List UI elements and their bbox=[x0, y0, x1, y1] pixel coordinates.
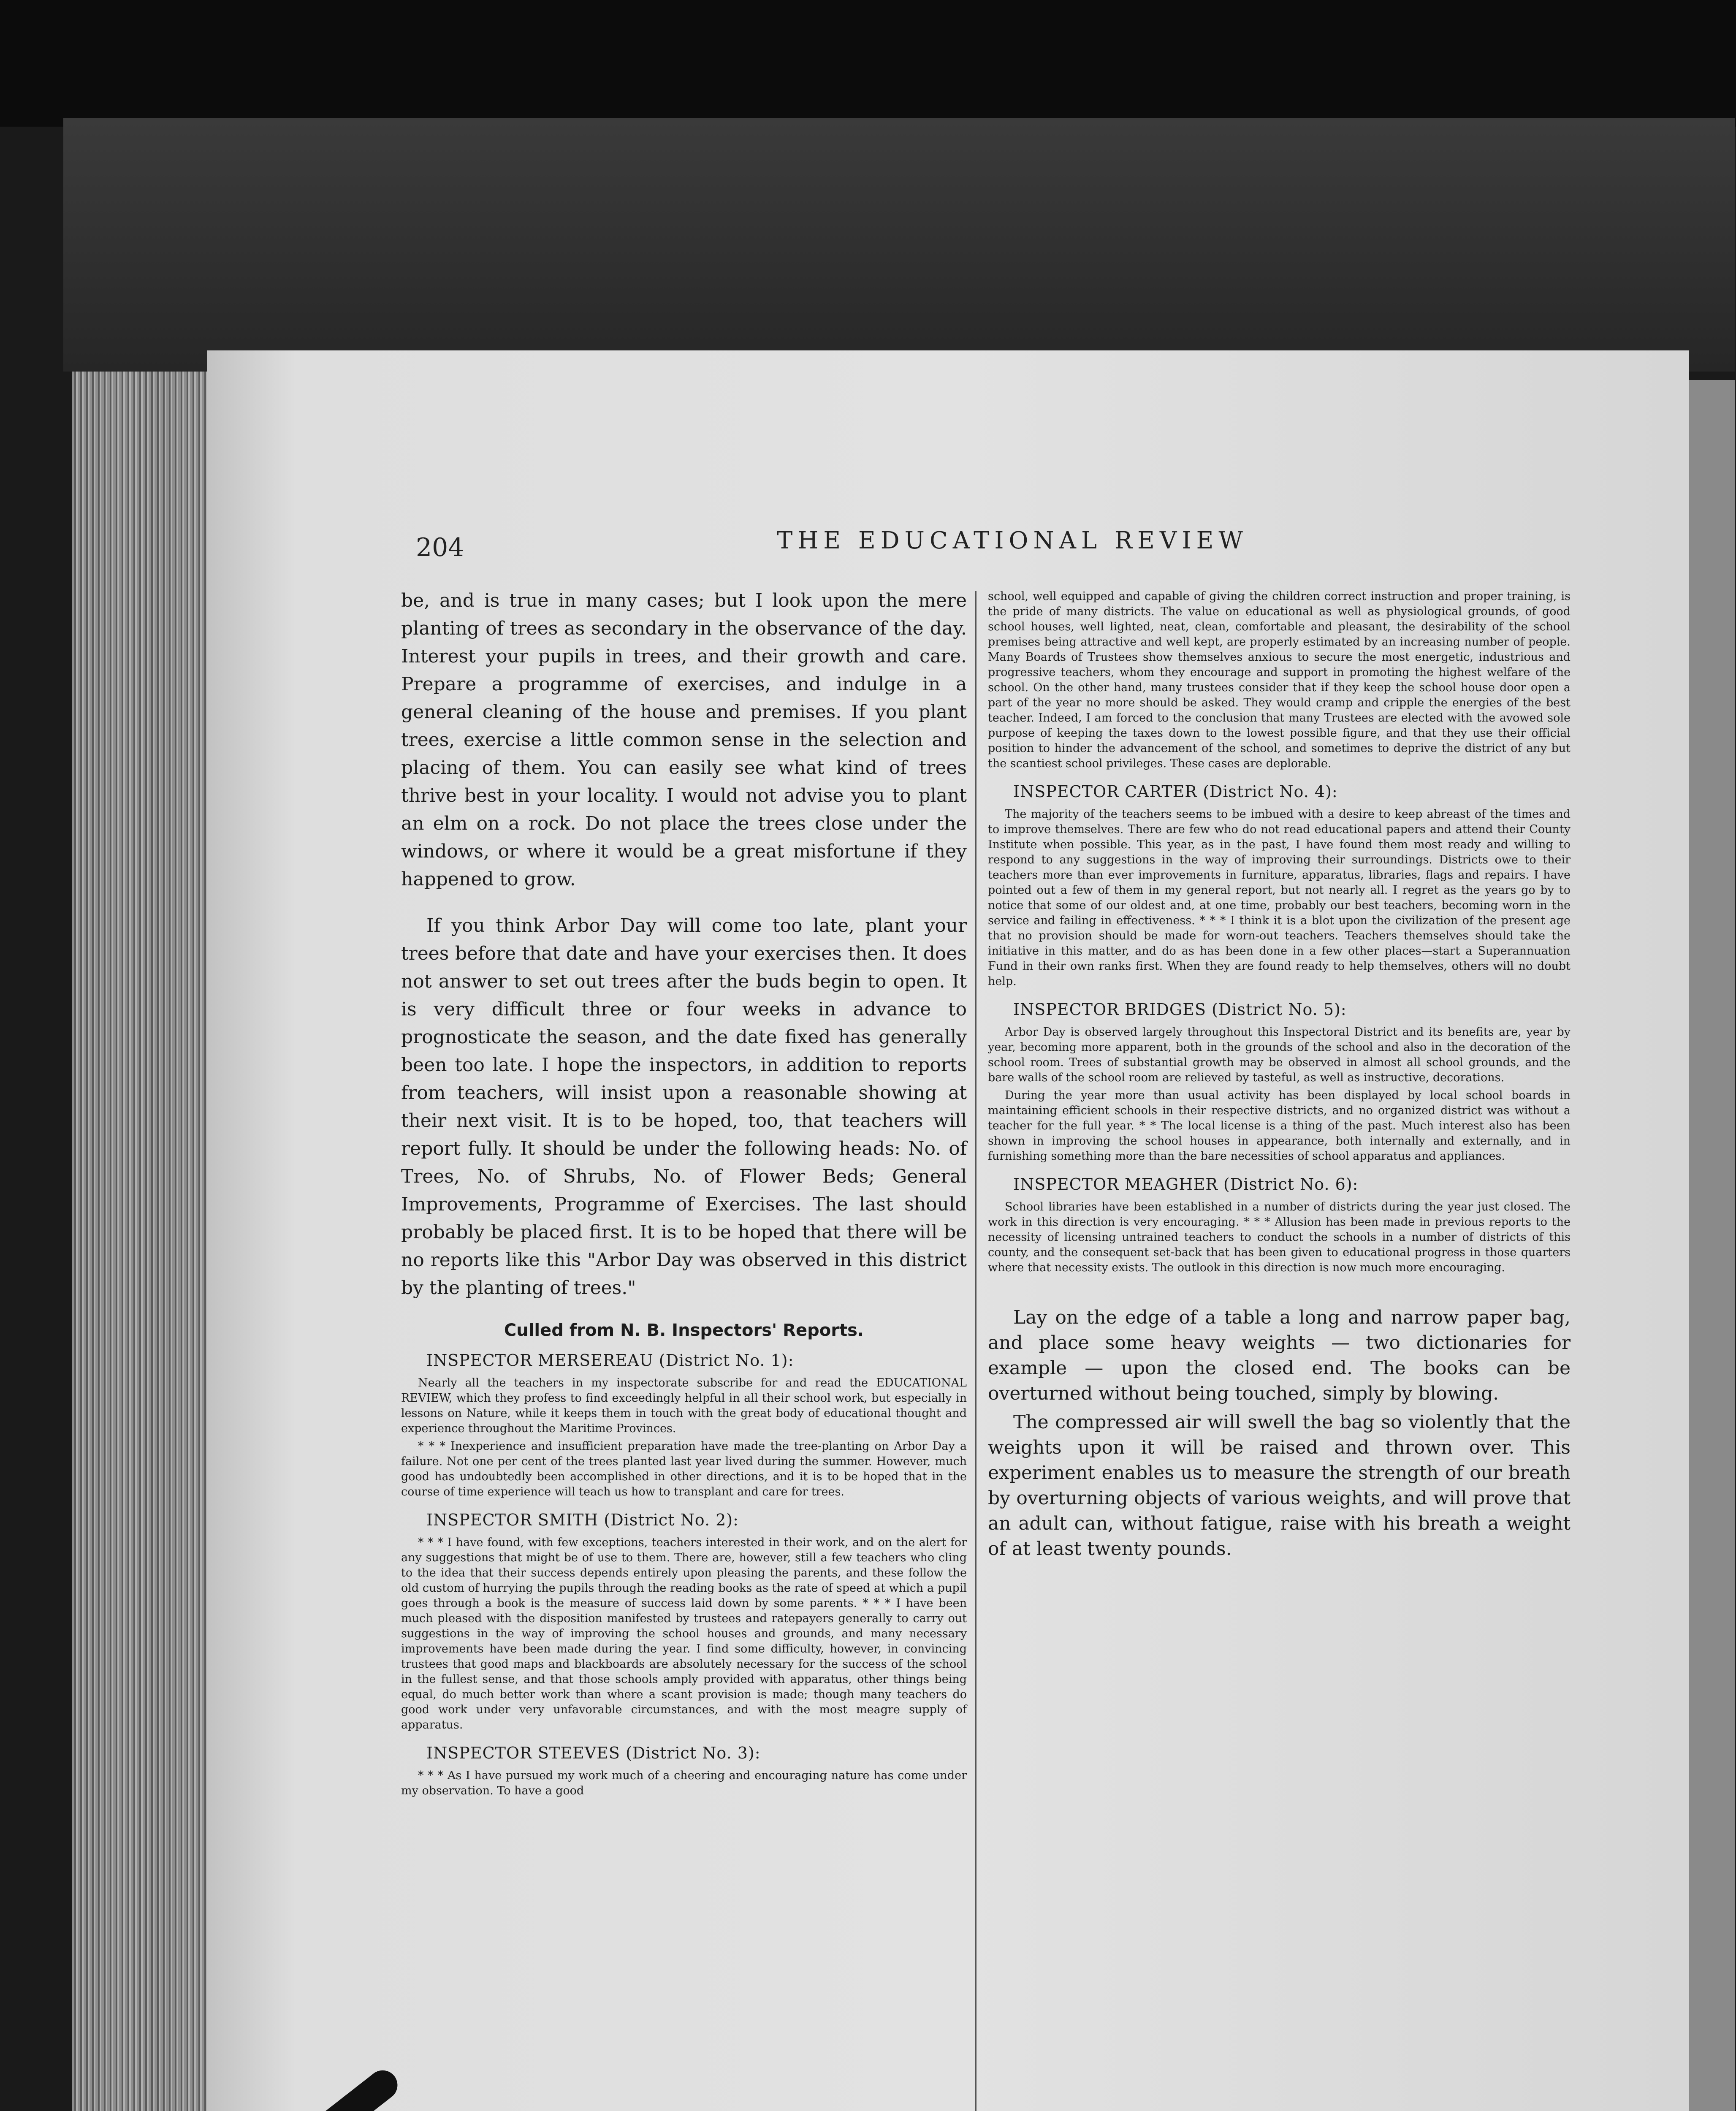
inspector-heading-smith: INSPECTOR SMITH (District No. 2): bbox=[426, 1511, 739, 1529]
carter-paragraph-1: The majority of the teachers seems to be imbued with a desire to keep abreast of the times and to improve themselves. There are few who do not read educational papers and attend their County Institute when possible. This year, as in the past, I have found them most ready and willing to respond to any suggestions in the way of improving their surroundings. Districts owe to their teachers more than ever improvements in furniture, apparatus, libraries, flags and repairs. I have pointed out a few of them in my general report, but not nearly all. I regret as the years go by to notice that some of our oldest and, at one time, probably our best teachers, becoming worn in the service and failing in effectiveness. * * * I think it is a blot upon the civilization of the present age that no provision should be made for worn-out teachers. Teachers themselves should take the initiative in this matter, and do as has been done in a few other places—start a Superannuation Fund in their own ranks first. When they are found ready to help themselves, others will no doubt help. bbox=[988, 808, 1571, 988]
bridges-paragraph-1: Arbor Day is observed largely throughout this Inspectoral District and its benefits are, year by year, becoming more apparent, both in the grounds of the school and also in the decoration of the school room. Trees of substantial growth may be observed in almost all school grounds, and the bare walls of the school room are relieved by tasteful, as well as instructive, decorations. bbox=[988, 1026, 1571, 1084]
meagher-paragraph-1: School libraries have been established in a number of districts during the year just closed. The work in this direction is very encouraging. * * * Allusion has been made in previous reports to the necessity of licensing untrained teachers to conduct the schools in a number of districts of this county, and the consequent set-back that has been given to educational progress in those quarters where that necessity exists. The outlook in this direction is now much more encouraging. bbox=[988, 1200, 1571, 1274]
page-number: 204 bbox=[416, 533, 464, 562]
page-stack-edges bbox=[72, 372, 215, 2111]
experiment-paragraph-1: Lay on the edge of a table a long and narrow paper bag, and place some heavy weights — two dictionaries for example — upon the closed end. The books can be overturned without being touched, simply by blowing. bbox=[988, 1307, 1571, 1404]
inspector-heading-bridges: INSPECTOR BRIDGES (District No. 5): bbox=[1013, 1000, 1347, 1019]
running-head: THE EDUCATIONAL REVIEW bbox=[777, 527, 1248, 554]
mersereau-paragraph-2: * * * Inexperience and insufficient preparation have made the tree-planting on Arbor Day a failure. Not one per cent of the trees planted last year lived during the summer. However, much good has undoubtedly been accomplished in other directions, and it is to be hoped that in the course of time experience will teach us how to transplant and care for trees. bbox=[401, 1440, 967, 1498]
inspector-heading-mersereau: INSPECTOR MERSEREAU (District No. 1): bbox=[426, 1351, 794, 1370]
inspector-heading-meagher: INSPECTOR MEAGHER (District No. 6): bbox=[1013, 1175, 1359, 1194]
steeves-continuation: school, well equipped and capable of giving the children correct instruction and proper training, is the pride of many districts. The value on educational as well as physiological grounds, of good school houses, well lighted, neat, clean, comfortable and pleasant, the desirability of the school premises being attractive and well kept, are properly estimated by an increasing number of people. Many Boards of Trustees show themselves anxious to secure the most energetic, industrious and progressive teachers, whom they encourage and support in promoting the highest welfare of the school. On the other hand, many trustees consider that if they keep the school house door open a part of the year no more should be asked. They would cramp and cripple the energies of the best teacher. Indeed, I am forced to the conclusion that many Trustees are elected with the avowed sole purpose of keeping the taxes down to the lowest possible figure, and that they use their official position to hinder the advancement of the school, and sometimes to deprive the district of any but the scantiest school privileges. These cases are deplorable. bbox=[988, 590, 1571, 770]
experiment-paragraph-2: The compressed air will swell the bag so violently that the weights upon it will be raised and thrown over. This experiment enables us to measure the strength of our breath by overturning objects of various weights, and will prove that an adult can, without fatigue, raise with his breath a weight of at least twenty pounds. bbox=[988, 1411, 1571, 1560]
scanner-frame-top bbox=[0, 0, 1736, 127]
right-column bbox=[988, 589, 1571, 1565]
section-title: Culled from N. B. Inspectors' Reports. bbox=[504, 1321, 864, 1340]
arbor-day-paragraph-2: If you think Arbor Day will come too late, plant your trees before that date and have your exercises then. It does not answer to set out trees after the buds begin to open. It is very difficult three or four weeks in advance to prognosticate the season, and the date fixed has generally been too late. I hope the inspectors, in addition to reports from teachers, will insist upon a reasonable showing at their next visit. It is to be hoped, too, that teachers will report fully. It should be under the following heads: No. of Trees, No. of Shrubs, No. of Flower Beds; General Improvements, Programme of Exercises. The last should probably be placed first. It is to be hoped that there will be no reports like this "Arbor Day was observed in this district by the planting of trees." bbox=[401, 915, 967, 1299]
left-column bbox=[401, 587, 967, 1801]
arbor-day-paragraph-1: be, and is true in many cases; but I look upon the mere planting of trees as secondary in the observance of the day. Interest your pupils in trees, and their growth and care. Prepare a programme of exercises, and indulge in a general cleaning of the house and premises. If you plant trees, exercise a little common sense in the selection and placing of them. You can easily see what kind of trees thrive best in your locality. I would not advise you to plant an elm on a rock. Do not place the trees close under the windows, or where it would be a great misfortune if they happened to grow. bbox=[401, 590, 967, 890]
scanner-background bbox=[63, 118, 1735, 372]
smith-paragraph-1: * * * I have found, with few exceptions, teachers interested in their work, and on the alert for any suggestions that might be of use to them. There are, however, still a few teachers who cling to the idea that their success depends entirely upon pleasing the parents, and these follow the old custom of hurrying the pupils through the reading books as the rate of speed at which a pupil goes through a book is the measure of success laid down by some parents. * * * I have been much pleased with the disposition manifested by trustees and ratepayers generally to carry out suggestions in the way of improving the school houses and grounds, and many necessary improvements have been made during the year. I find some difficulty, however, in convincing trustees that good maps and blackboards are absolutely necessary for the success of the school in the fullest sense, and that those schools amply provided with apparatus, other things being equal, do much better work than where a scant provision is made; though many teachers do good work under very unfavorable circumstances, and with the most meagre supply of apparatus. bbox=[401, 1536, 967, 1731]
facing-page-edge bbox=[1684, 380, 1735, 2111]
inspector-heading-carter: INSPECTOR CARTER (District No. 4): bbox=[1013, 782, 1338, 801]
steeves-paragraph-1: * * * As I have pursued my work much of a cheering and encouraging nature has come under my observation. To have a good bbox=[401, 1769, 967, 1797]
bridges-paragraph-2: During the year more than usual activity has been displayed by local school boards in maintaining efficient schools in their respective districts, and no organized district was without a teacher for the full year. * * The local license is a thing of the past. Much interest also has been shown in improving the school houses in appearance, both internally and externally, and in furnishing something more than the bare necessities of school apparatus and appliances. bbox=[988, 1089, 1571, 1163]
experiment-note bbox=[988, 1305, 1571, 1562]
column-rule bbox=[975, 591, 976, 2111]
inspector-heading-steeves: INSPECTOR STEEVES (District No. 3): bbox=[426, 1744, 761, 1762]
mersereau-paragraph-1: Nearly all the teachers in my inspectorate subscribe for and read the EDUCATIONAL REVIEW, which they profess to find exceedingly helpful in all their school work, but especially in lessons on Nature, while it keeps them in touch with the great body of educational thought and experience throughout the Maritime Provinces. bbox=[401, 1376, 967, 1435]
